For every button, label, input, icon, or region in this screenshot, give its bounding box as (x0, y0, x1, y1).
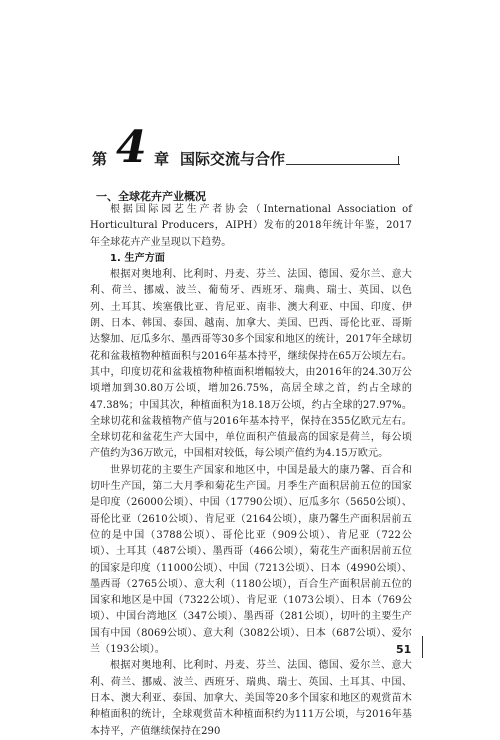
section-heading: 一、全球花卉产业概况 (96, 190, 206, 203)
body-paragraph: 根据对奥地利、比利时、丹麦、芬兰、法国、德国、爱尔兰、意大利、荷兰、挪威、波兰、西班牙、瑞典、瑞士、英国、土耳其、中国、日本、澳大利亚、泰国、加拿大、美国等20多个国家和地区的观赏苗木种植面积的统计，全球观赏苗木种植面积约为111万公顷，与2016年基本持平，产值继续保持在290 (90, 660, 412, 737)
chapter-number: 4 (116, 122, 147, 173)
chapter-rule (286, 164, 400, 165)
body-text (90, 202, 412, 740)
chapter-heading (90, 122, 410, 178)
chapter-rule-tick (398, 156, 399, 165)
subsection-heading: 1. 生产方面 (110, 252, 165, 264)
footer-rule (422, 636, 423, 658)
intro-paragraph: 根据国际园艺生产者协会（International Association of Horticultural Producers，AIPH）发布的2018年统计年鉴，2017年全球花卉产业呈现以下趋势。 (90, 204, 412, 248)
page-number: 51 (396, 643, 412, 656)
body-paragraph: 世界切花的主要生产国家和地区中，中国是最大的康乃馨、百合和切叶生产国，第二大月季和菊花生产国。月季生产面积居前五位的国家是印度（26000公顷）、中国（17790公顷）、厄瓜多尔（5650公顷）、哥伦比亚（2610公顷）、肯尼亚（2164公顷），康乃馨生产面积居前五位的是中国（3788公顷）、哥伦比亚（909公顷）、肯尼亚（722公顷）、土耳其（487公顷）、墨西哥（466公顷），菊花生产面积居前五位的国家是印度（11000公顷）、中国（7213公顷）、日本（4990公顷）、墨西哥（2765公顷）、意大利（1180公顷），百合生产面积居前五位的国家和地区是中国（7322公顷）、肯尼亚（1073公顷）、日本（769公顷）、中国台湾地区（347公顷）、墨西哥（281公顷），切叶的主要生产国有中国（8069公顷）、意大利（3082公顷）、日本（687公顷）、爱尔兰（193公顷）。 (90, 464, 412, 656)
body-paragraph: 根据对奥地利、比利时、丹麦、芬兰、法国、德国、爱尔兰、意大利、荷兰、挪威、波兰、葡萄牙、西班牙、瑞典、瑞士、英国、以色列、土耳其、埃塞俄比亚、肯尼亚、南非、澳大利亚、中国、印度、伊朗、日本、韩国、泰国、越南、加拿大、美国、巴西、哥伦比亚、哥斯达黎加、厄瓜多尔、墨西哥等30多个国家和地区的统计，2017年全球切花和盆栽植物种植面积与2016年基本持平，继续保持在65万公顷左右。其中，印度切花和盆栽植物种植面积增幅较大，由2016年的24.30万公顷增加到30.80万公顷，增加26.75%，高居全球之首，约占全球的47.38%；中国其次，种植面积为18.18万公顷，约占全球的27.97%。全球切花和盆栽植物产值与2016年基本持平，保持在355亿欧元左右。全球切花和盆花生产大国中，单位面积产值最高的国家是荷兰，每公顷产值约为36万欧元，中国相对较低，每公顷产值约为4.15万欧元。 (90, 269, 412, 460)
chapter-title: 国际交流与合作 (180, 150, 286, 168)
chapter-prefix: 第 (92, 150, 108, 168)
chapter-suffix: 章 (154, 150, 170, 168)
